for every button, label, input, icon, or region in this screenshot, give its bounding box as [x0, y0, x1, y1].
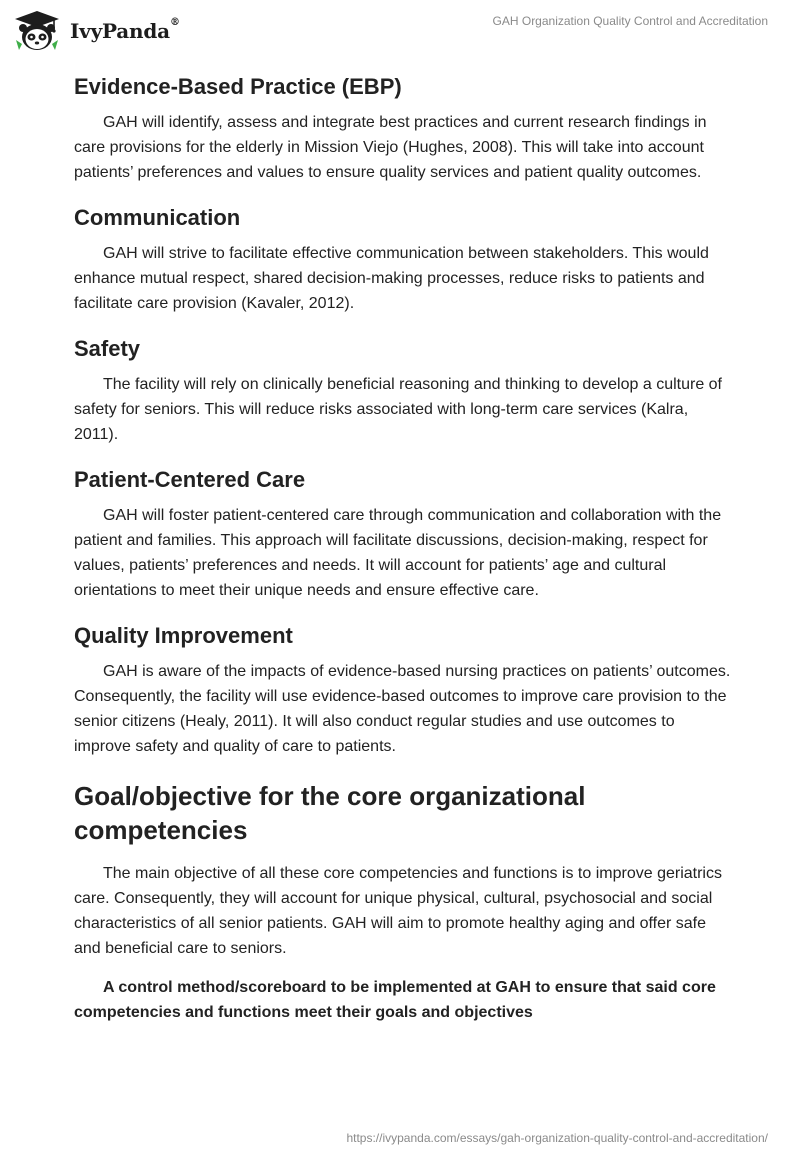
- section-heading: Patient-Centered Care: [74, 467, 306, 492]
- section-paragraph: GAH will foster patient-centered care through communication and collaboration with the patient and families. This approach will facilitate discussions, decision-making, respect for values, patients’ preferences and needs. It will account for patients’ age and cultural orientations to meet their unique needs and ensure effective care.: [74, 507, 722, 599]
- section-paragraph: GAH will identify, assess and integrate best practices and current research findings in care provisions for the elderly in Mission Viejo (Hughes, 2008). This will take into account patients’ preferences and values to ensure quality services and patient quality outcomes.: [74, 114, 707, 181]
- section-heading: Safety: [74, 336, 141, 361]
- section-ebp: [74, 70, 734, 185]
- section-heading: Quality Improvement: [74, 623, 293, 648]
- section-paragraph: GAH will strive to facilitate effective communication between stakeholders. This would enhance mutual respect, shared decision-making processes, reduce risks to patients and facilitate care provision (Kavaler, 2012).: [74, 245, 709, 312]
- brand-name: IvyPanda®: [70, 17, 180, 43]
- section-paragraph: GAH is aware of the impacts of evidence-based nursing practices on patients’ outcomes. Consequently, the facility will use evidence-based outcomes to improve care provision to the senior citizens (Healy, 2011). It will also conduct regular studies and use outcomes to improve safety and quality of care to patients.: [74, 663, 731, 755]
- page-header: [0, 0, 800, 64]
- bold-subheading-paragraph: A control method/scoreboard to be implemented at GAH to ensure that said core competencies and functions meet their goals and objectives: [74, 979, 716, 1021]
- section-heading: Evidence-Based Practice (EBP): [74, 74, 402, 99]
- source-url[interactable]: https://ivypanda.com/essays/gah-organization-quality-control-and-accreditation/: [346, 1131, 768, 1145]
- brand-logo[interactable]: [14, 10, 180, 52]
- article-body: [74, 70, 734, 1025]
- panda-graduate-icon: [14, 10, 60, 52]
- document-title: GAH Organization Quality Control and Accreditation: [492, 14, 768, 28]
- major-heading: Goal/objective for the core organizational competencies: [74, 781, 586, 845]
- section-paragraph: The main objective of all these core competencies and functions is to improve geriatrics care. Consequently, they will account for unique physical, cultural, psychosocial and social characteristics of all senior patients. GAH will aim to promote healthy aging and offer safe and beneficial care to seniors.: [74, 865, 722, 957]
- section-paragraph: The facility will rely on clinically beneficial reasoning and thinking to develop a culture of safety for seniors. This will reduce risks associated with long-term care services (Kalra, 2011).: [74, 376, 722, 443]
- section-safety: [74, 332, 734, 447]
- section-communication: [74, 201, 734, 316]
- section-heading: Communication: [74, 205, 241, 230]
- section-goal-objective: [74, 779, 734, 1025]
- section-quality-improvement: [74, 619, 734, 759]
- section-patient-centered-care: [74, 463, 734, 603]
